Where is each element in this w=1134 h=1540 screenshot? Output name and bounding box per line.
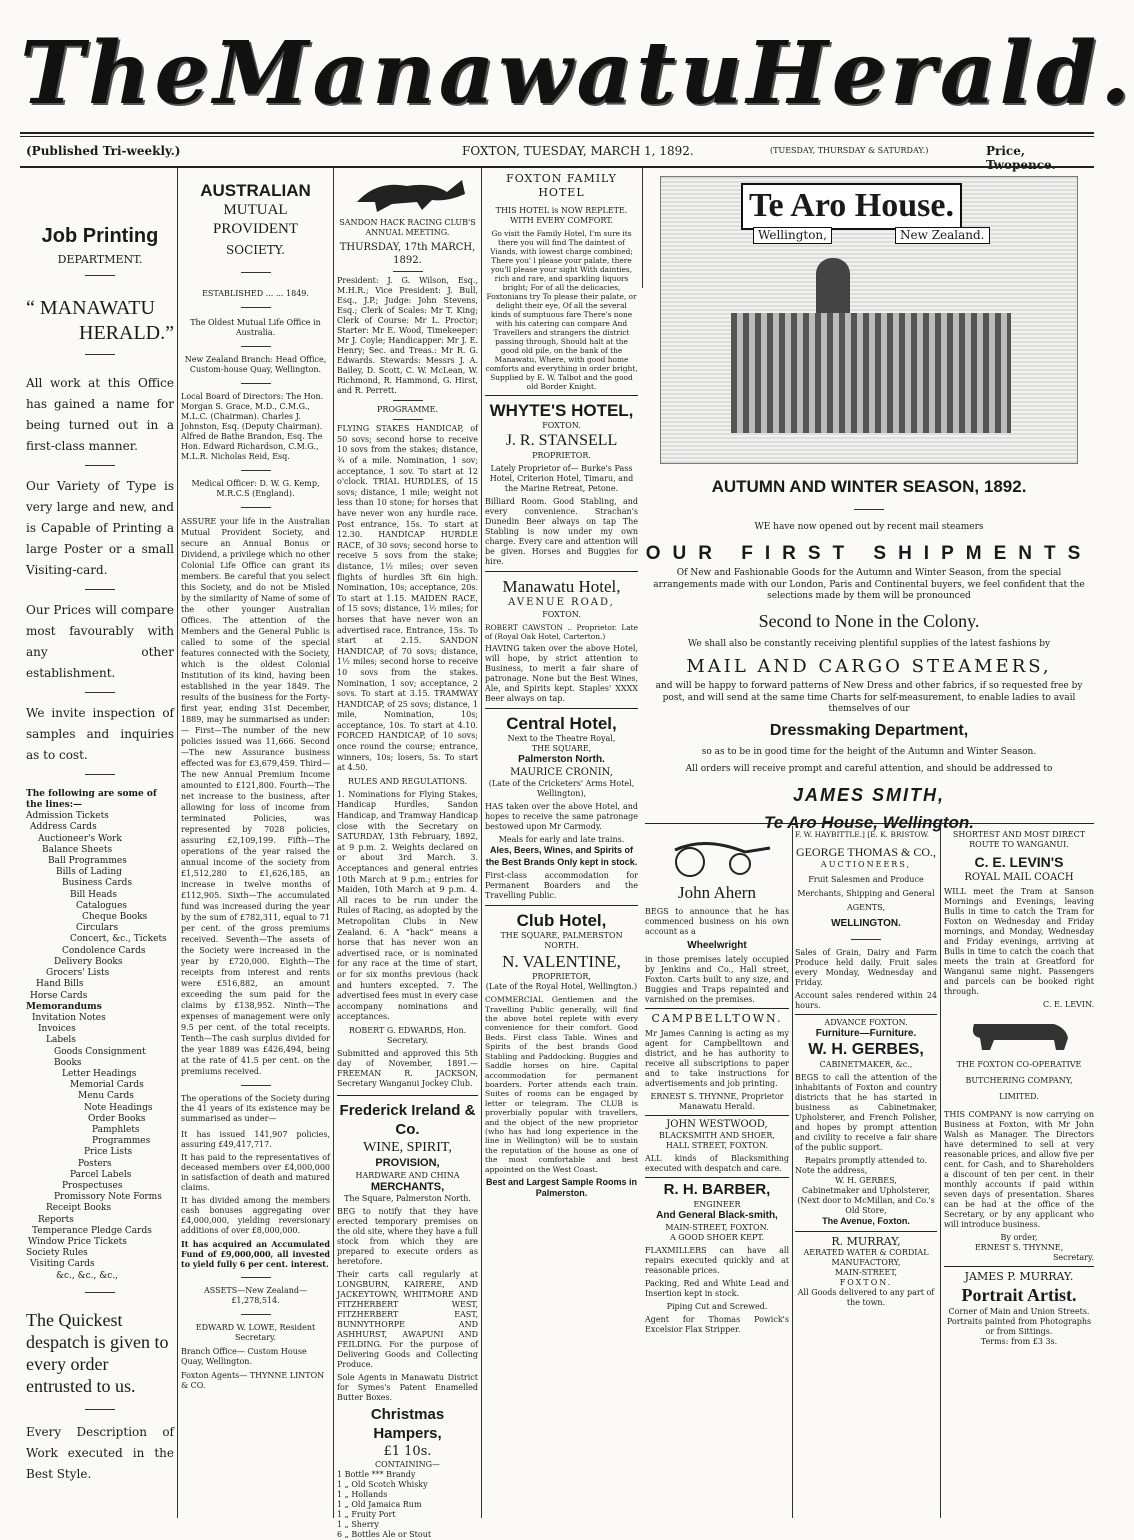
season-heading: AUTUMN AND WINTER SEASON, 1892. bbox=[711, 477, 1027, 496]
sandon-approved: Submitted and approved this 5th day of November, 1891.—FREEMAN R. JACKSON, Secretary Wanganui Jockey Club. bbox=[337, 1048, 478, 1088]
te-aro-nz: New Zealand. bbox=[895, 227, 990, 244]
murray-aerated: AERATED WATER & CORDIAL MANUFACTORY, bbox=[803, 1248, 929, 1268]
list-item: Delivery Books bbox=[54, 956, 123, 967]
manawatu-hotel-title: Manawatu Hotel, bbox=[502, 576, 621, 596]
column-divider bbox=[333, 168, 334, 1518]
thomas-auctioneers: AUCTIONEERS, bbox=[820, 860, 912, 870]
published-note: (Published Tri-weekly.) bbox=[26, 144, 181, 158]
family-hotel-title: FOXTON FAMILY HOTEL bbox=[506, 172, 617, 199]
levin-column bbox=[944, 830, 1094, 1510]
list-item: Society Rules bbox=[26, 1248, 88, 1259]
hamper-price: £1 10s. bbox=[383, 1443, 432, 1459]
list-item: Admission Tickets bbox=[26, 811, 109, 822]
club-hotel-owner: N. VALENTINE, bbox=[502, 952, 621, 971]
buggy-icon bbox=[645, 830, 785, 878]
list-item: Receipt Books bbox=[46, 1203, 112, 1214]
levin-coach: ROYAL MAIL COACH bbox=[964, 871, 1074, 883]
te-aro-address: Te Aro House, Wellington. bbox=[764, 813, 974, 832]
list-item: Window Price Tickets bbox=[28, 1236, 127, 1247]
ahern-column bbox=[645, 830, 789, 1510]
campbelltown: CAMPBELLTOWN. bbox=[651, 1012, 783, 1025]
list-item: Reports bbox=[38, 1214, 74, 1225]
list-item: Labels bbox=[46, 1035, 76, 1046]
artist-portraits: Portraits painted from Photographs or from Sittings. bbox=[946, 1316, 1092, 1336]
barber-piping: Piping Cut and Screwed. bbox=[666, 1301, 768, 1311]
list-item: 1 „ Old Jamaica Rum bbox=[337, 1500, 422, 1510]
list-item: Visiting Cards bbox=[30, 1259, 95, 1270]
club-hotel-body: COMMERCIAL Gentlemen and the Travelling Public generally, will find the above hotel replete with every convenience for their comfort. Good Beds. First class Table. Wines and Spirits of the best brands Good Stabling and Paddocking. Buggies and Saddle horses on hire. Capital accommodation for permanent boarders. Porter attends each train. Suites of rooms can be engaged by letter or telegram. The CLUB is proverbially popular with travellers, and the object of the new proprietor (who has had long experience in the line in Wellington) will be to sustain the reputation of the house as one of the most comfortable and best appointed on the West Coast. bbox=[485, 995, 638, 1174]
amp-summary-2: It has paid to the representatives of deceased members over £4,000,000 in satisfaction of death and matured claims. bbox=[181, 1152, 330, 1192]
gerbes-cab-2: Cabinetmaker and Upholsterer, bbox=[801, 1186, 931, 1196]
list-item: Invoices bbox=[38, 1024, 76, 1035]
list-item: 1 „ Old Scotch Whisky bbox=[337, 1480, 428, 1490]
ox-icon bbox=[944, 1010, 1092, 1056]
central-hotel-ales: Ales, Beers, Wines, and Spirits of the Best Brands Only kept in stock. bbox=[485, 845, 638, 867]
ahern-title: John Ahern bbox=[678, 883, 756, 903]
amp-agents: Foxton Agents— THYNNE LINTON & CO. bbox=[181, 1370, 325, 1390]
manawatu-hotel-foxton: FOXTON. bbox=[542, 609, 581, 619]
central-hotel-pn: Palmerston North. bbox=[518, 754, 605, 766]
levin-sig: C. E. LEVIN. bbox=[1043, 1000, 1094, 1009]
central-hotel-late: (Late of the Cricketers' Arms Hotel, Wellington), bbox=[488, 779, 635, 799]
list-item: 1 Bottle *** Brandy bbox=[337, 1470, 416, 1480]
para-type: Our Variety of Type is very large and new, and is Capable of Printing a large Poster or a small Visiting-card. bbox=[26, 478, 174, 577]
amp-title-2: MUTUAL PROVIDENT bbox=[213, 202, 298, 237]
masthead-herald: Herald. bbox=[746, 22, 1134, 124]
te-aro-building-illustration bbox=[660, 176, 1078, 464]
whytes-body: Billiard Room. Good Stabling, and every convenience. Strachan's Dunedin Beer always on tap The Stabling is now under my own charge. Every care and attention will be given. Horses and Buggies for hire. bbox=[485, 496, 638, 566]
list-item: Concert, &c., Tickets bbox=[70, 934, 167, 945]
masthead-manawatu: Manawatu bbox=[213, 22, 747, 124]
te-aro-body-1: Of New and Fashionable Goods for the Autumn and Winter Season, from the special arrangements made with our London, Paris and Continental buyers, we feel confident that the selections made by them will be pronounced bbox=[653, 568, 1085, 601]
thomas-partners: F. W. HAYBITTLE.] [E. K. BRISTOW. bbox=[795, 830, 930, 839]
list-item: 1 „ Hollands bbox=[337, 1490, 388, 1500]
amp-assets: ASSETS—New Zealand—£1,278,514. bbox=[203, 1285, 308, 1305]
amp-board: Local Board of Directors: The Hon. Morgan S. Grace, M.D., C.M.G., M.L.C. (Chairman). Charles J. Johnston, Esq. (Deputy Chairman). Alfred de Bathe Brandon, Esq. The Hon. Edward Richardson, C.M.G., M.L.R. Nicholas Reid, Esq. bbox=[181, 391, 324, 461]
thomas-column bbox=[795, 830, 937, 1510]
ireland-wine: WINE, SPIRIT, bbox=[363, 1140, 452, 1156]
list-item: Circulars bbox=[76, 923, 119, 934]
amp-summary-4: It has acquired an Accumulated Fund of £9,000,000, all invested to yield fully 6 per cent. interest. bbox=[181, 1238, 330, 1269]
amp-established: ESTABLISHED ... ... 1849. bbox=[202, 288, 309, 298]
ireland-sole: Sole Agents in Manawatu District for Symes's Patent Enamelled Butter Boxes. bbox=[337, 1373, 478, 1403]
ireland-hardware: HARDWARE AND CHINA bbox=[355, 1170, 460, 1180]
murray-main: MAIN-STREET, bbox=[834, 1268, 898, 1278]
quickest-despatch: The Quickest despatch is given to every order entrusted to us. bbox=[26, 1309, 169, 1396]
list-item: Grocers' Lists bbox=[46, 968, 110, 979]
barber-shoer: A GOOD SHOER KEPT. bbox=[669, 1232, 765, 1242]
gerbes-name-2: W. H. GERBES, bbox=[835, 1176, 897, 1186]
campbelltown-sig: ERNEST S. THYNNE, Proprietor Manawatu Herald. bbox=[650, 1091, 784, 1111]
central-hotel-square: THE SQUARE, bbox=[531, 744, 592, 754]
hamper-contains: CONTAINING— bbox=[374, 1460, 441, 1470]
central-hotel-owner: MAURICE CRONIN, bbox=[510, 766, 613, 778]
ahern-body: BEGS to announce that he has commenced business on his own account as a bbox=[645, 906, 789, 936]
barber-flax: FLAXMILLERS can have all repairs executed quickly and at reasonable prices. bbox=[645, 1245, 789, 1275]
artist-corner: Corner of Main and Union Streets. bbox=[948, 1306, 1090, 1316]
opened-line: WE have now opened out by recent mail steamers bbox=[754, 522, 984, 533]
department-label: DEPARTMENT. bbox=[57, 253, 143, 266]
whytes-title: WHYTE'S HOTEL, bbox=[489, 400, 634, 420]
gerbes-avenue: The Avenue, Foxton. bbox=[822, 1216, 910, 1227]
whytes-proprietor: PROPRIETOR. bbox=[532, 450, 591, 460]
sandon-date: THURSDAY, 17th MARCH, 1892. bbox=[339, 242, 476, 266]
te-aro-body-5: All orders will receive prompt and careful attention, and should be addressed to bbox=[685, 764, 1053, 775]
coop-limited: LIMITED. bbox=[999, 1092, 1039, 1102]
gerbes-note: Note the address, bbox=[795, 1166, 868, 1176]
barber-title: R. H. BARBER, bbox=[663, 1181, 771, 1199]
list-item: Menu Cards bbox=[78, 1091, 134, 1102]
whytes-late: Lately Proprietor of— Burke's Pass Hotel, Criterion Hotel, Timaru, and the Marine Retreat, Petone. bbox=[489, 463, 634, 493]
amp-summary-1: It has issued 141,907 policies, assuring £49,417,717. bbox=[181, 1129, 330, 1149]
james-smith: JAMES SMITH, bbox=[792, 784, 945, 805]
column-divider bbox=[642, 168, 643, 288]
amp-summary-3: It has divided among the members cash bonuses aggregating over £4,000,000, yielding reversionary additions of over £8,000,000. bbox=[181, 1195, 330, 1235]
sandon-signature: ROBERT G. EDWARDS, Hon. Secretary. bbox=[348, 1025, 467, 1045]
ireland-merchants: MERCHANTS, bbox=[370, 1180, 445, 1193]
list-item: Posters bbox=[78, 1158, 112, 1169]
club-hotel-title: Club Hotel, bbox=[516, 910, 607, 930]
first-shipments: OUR FIRST SHIPMENTS bbox=[645, 542, 1093, 564]
list-item: Hand Bills bbox=[36, 979, 84, 990]
thomas-title: GEORGE THOMAS & CO., bbox=[795, 845, 937, 860]
sandon-officers: President: J. G. Wilson, Esq., M.H.R.; Vice President: J. Bull, Esq., J.P.; Judge: John Stevens, Esq.; Clerk of Scales: Mr T. King; Clerk of Course: Mr L. Proctor; Starter: Mr E. Wood, Timekeeper: Mr J. Coyle; Handicapper: Mr J. E. Henry; Sec. and Treas.: Mr R. G. Edwards. Stewards: Messrs J. A. Bailey, D. Scott, C. W. McLean, W. Richmond, R. Hammond, G. Hirst, and R. Perrett. bbox=[337, 276, 478, 396]
para-work: All work at this Office has gained a name for being turned out in a first-class manner. bbox=[26, 375, 174, 453]
thomas-wellington: WELLINGTON. bbox=[831, 918, 901, 930]
list-item: Order Books bbox=[88, 1113, 146, 1124]
list-item: 6 „ Bottles Ale or Stout bbox=[337, 1530, 432, 1540]
masthead bbox=[20, 18, 1134, 128]
racehorse-icon bbox=[337, 172, 477, 214]
programme-heading: PROGRAMME. bbox=[377, 405, 438, 415]
amp-body: ASSURE your life in the Australian Mutual Provident Society, and secure an Annual Bonus or Dividend, a privilege which no other Colonial Life Office can grant its members. Be careful that you select this Society, and do not be Misled by the similarity of Name of some of the other younger Australian Offices. The attention of the Members and the General Public is called to some of the special features connected with the Society, which is the oldest Colonial Institution of its kind, having been established in the year 1849. The results of the business for the Forty-first year, ending 31st December, 1889, may be summarised as under:— First—The number of the new policies issued was 11,666. Second—The new Assurance business effected was for £3,679,459. Third—The new Annual Premium Income amounted to £121,800. Fourth—The net increase to the business, after allowing for loss of income from terminated Policies, was represented by 7028 policies, assuring £2,109,199. Fifth—The operations of the year raised the annual income of the society from £1,512,280 to £1,626,185, an increase in twelve months of £112,905. Sixth—The accumulated fund was increased during the year by the sum of £782,311, equal to 71 per cent. of the gross premiums received. Seventh—The assets of the Society were increased in the year by £720,000. Eighth—The receipts from interest and rents were £516,882, an amount exceeding the sum paid for the claims by £138,952. Ninth—The expenses of management were only 9.5 per cent. of the total receipts. Tenth—The cash surplus divided for the year 1889 was £426,494, being at the rate of 41.5 per cent. on the premiums received. bbox=[181, 516, 330, 1076]
list-item: Invitation Notes bbox=[32, 1012, 106, 1023]
list-item: Memorandums bbox=[26, 1001, 102, 1012]
gerbes-cabinetmaker: CABINETMAKER, &c., bbox=[819, 1060, 913, 1070]
column-divider bbox=[940, 826, 941, 1518]
list-item: Programmes bbox=[92, 1136, 151, 1147]
column-divider bbox=[481, 168, 482, 1518]
list-item: Bill Heads bbox=[70, 889, 118, 900]
gerbes-repairs: Repairs promptly attended to. bbox=[804, 1156, 928, 1166]
westwood-trade: BLACKSMITH AND SHOER, bbox=[659, 1131, 775, 1141]
price: Price, Twopence. bbox=[986, 144, 1056, 172]
rules-body: 1. Nominations for Flying Stakes, Handicap Hurdles, Sandon Handicap, and Tramway Handicap close with the Secretary on SATURDAY, 13th February, 1892, at 9 p.m. 2. Weights declared on or about 3rd March. 3. Acceptances and general entries 10th March at 9 p.m.; entries for Maiden, 10th March at 9 p.m. 4. All races to be run under the Rules of Racing, as adopted by the Metropolitan Clubs in New Zealand. 6. A “hack” means a horse that has never won an advertised race, or is nominated for any race at the time of start, or for six months previous (hack and hunters excepted. 7. The advertised fees must in every case accompany nominations and acceptances. bbox=[337, 789, 478, 1022]
whytes-foxton: FOXTON. bbox=[542, 420, 581, 430]
barber-blacksmith: And General Black-smith, bbox=[656, 1210, 778, 1221]
herald-title-2: HERALD.” bbox=[79, 321, 174, 344]
barber-main: MAIN-STREET, FOXTON. bbox=[665, 1222, 769, 1232]
central-hotel-title: Central Hotel, bbox=[506, 714, 617, 733]
coop-order: By order, bbox=[1000, 1233, 1038, 1243]
rules-heading: RULES AND REGULATIONS. bbox=[347, 776, 468, 786]
portrait-artist: Portrait Artist. bbox=[961, 1285, 1077, 1305]
sandon-heading: SANDON HACK RACING CLUB'S ANNUAL MEETING. bbox=[339, 218, 476, 238]
amp-title-1: AUSTRALIAN bbox=[200, 181, 311, 200]
list-item: Condolence Cards bbox=[62, 945, 146, 956]
coop-butchering: BUTCHERING COMPANY, bbox=[965, 1076, 1073, 1086]
barber-agent: Agent for Thomas Powick's Excelsior Flax Stripper. bbox=[645, 1314, 789, 1334]
central-hotel-first: First-class accommodation for Permanent Boarders and the Travelling Public. bbox=[485, 870, 638, 900]
gerbes-title: W. H. GERBES, bbox=[808, 1041, 924, 1059]
list-item: 1 „ Fruity Port bbox=[337, 1510, 396, 1520]
amp-medical: Medical Officer: D. W. G. Kemp, M.R.C.S (England). bbox=[191, 478, 320, 498]
list-item: 1 „ Sherry bbox=[337, 1520, 379, 1530]
manawatu-hotel-body: HAVING taken over the above Hotel, will hope, by strict attention to Business, to merit a fair share of patronage. None but the Best Wines, Ale, and Spirits kept. Staples' XXXX Beer always on tap. bbox=[485, 644, 638, 703]
para-inspection: We invite inspection of samples and inquiries as to cost. bbox=[26, 705, 174, 762]
amp-secretary: EDWARD W. LOWE, Resident Secretary. bbox=[195, 1322, 316, 1342]
list-item: Ball Programmes bbox=[48, 856, 127, 867]
thomas-account: Account sales rendered within 24 hours. bbox=[795, 990, 937, 1010]
te-aro-title: Te Aro House. bbox=[741, 183, 962, 230]
ireland-title: Frederick Ireland & Co. bbox=[339, 1101, 476, 1138]
furniture-heading: Furniture—Furniture. bbox=[815, 1027, 917, 1039]
column-divider bbox=[177, 168, 178, 1518]
murray-title: R. MURRAY, bbox=[831, 1234, 901, 1248]
xmas-hampers: Christmas Hampers, bbox=[370, 1406, 445, 1443]
herald-title-1: “ MANAWATU bbox=[26, 296, 155, 319]
ireland-square: The Square, Palmerston North. bbox=[344, 1194, 471, 1204]
murray-foxton: FOXTON. bbox=[839, 1278, 893, 1288]
list-item: Goods Consignment Books bbox=[54, 1046, 146, 1068]
amp-nz-branch: New Zealand Branch: Head Office, Custom-house Quay, Wellington. bbox=[184, 354, 327, 374]
coop-secretary: Secretary. bbox=[1052, 1253, 1094, 1263]
westwood-street: HALL STREET, FOXTON. bbox=[665, 1141, 769, 1151]
list-item: Balance Sheets bbox=[42, 844, 113, 855]
murray-goods: All Goods delivered to any part of the town. bbox=[797, 1288, 935, 1308]
issue-date: FOXTON, TUESDAY, MARCH 1, 1892. bbox=[462, 144, 694, 158]
dressmaking: Dressmaking Department, bbox=[769, 722, 969, 739]
list-item: Business Cards bbox=[62, 878, 133, 889]
list-item: Bills of Lading bbox=[56, 867, 122, 878]
advance-foxton: ADVANCE FOXTON. bbox=[824, 1017, 908, 1027]
ahern-body-2: in those premises lately occupied by Jenkins and Co., Hall street, Foxton. Carts built to any size, and Buggies and Traps repainted and varnished on the premises. bbox=[645, 955, 789, 1004]
barber-packing: Packing, Red and White Lead and Insertion kept in stock. bbox=[645, 1278, 789, 1298]
job-lines-list bbox=[26, 811, 174, 1282]
amp-title-3: SOCIETY. bbox=[226, 242, 285, 257]
list-item: Horse Cards bbox=[30, 990, 88, 1001]
murray-artist-name: JAMES P. MURRAY. bbox=[964, 1270, 1074, 1284]
sandon-racing-column bbox=[337, 172, 478, 1540]
ireland-body: BEG to notify that they have erected temporary premises on the old site, where they have a full stock from which they are prepared to execute orders as heretofore. bbox=[337, 1207, 478, 1267]
family-hotel-poem: Go visit the Family Hotel, I'm sure its there you will find The daintest of Viands, with lowest charge combined; There you' l please your palate, there you'll please your sight With dainties, rich and rare, and sparkling liquors bright; For of all the delicacies, Foxtonians try To please their palate, or delight their eye, Of all the several kinds of sumptuous fare There's none with his catering can compare And Travellers and strangers the district passing through, Should halt at the good old pile, on the bank of the Manawatu, Where, with good home comforts and everything in order bright, Supplied by E. W. Talbot and the good old Border Knight. bbox=[485, 228, 638, 391]
coop-thynne: ERNEST S. THYNNE, bbox=[974, 1243, 1064, 1253]
levin-title: C. E. LEVIN'S bbox=[974, 854, 1064, 870]
para-prices: Our Prices will compare most favourably with any other establishment. bbox=[26, 602, 174, 680]
manawatu-hotel-prop: ROBERT CAWSTON .. Proprietor. Late of (Royal Oak Hotel, Carterton.) bbox=[485, 622, 638, 641]
whytes-proprietor-name: J. R. STANSELL bbox=[505, 431, 618, 449]
lines-intro: The following are some of the lines:— bbox=[26, 788, 157, 810]
list-item: &c., &c., &c., bbox=[56, 1270, 119, 1281]
te-aro-wellington: Wellington, bbox=[753, 227, 832, 244]
race-programme: FLYING STAKES HANDICAP, of 50 sovs; second horse to receive 10 sovs from the stakes; distance, ¾ of a mile. Nomination, 1 sov; acceptance, 1 sov. To start at 12 o'clock. TRIAL HURDLES, of 15 sovs; distance, 1 mile; weight not less than 10 stone; for horses that have never won any hurdle race. Post entrance, 15s. To start at 12.30. HANDICAP HURDLE RACE, of 30 sovs; second horse to receive 5 sovs from the stake; distance, 1½ miles; over seven flights of hurdles 3ft 6in high. Nomination, 10s; acceptance, 20s. To start at 1.15. MAIDEN RACE, of 15 sovs; distance, 1½ miles; for horses that have never won an advertised race. Entrance, 15s. To start at 2.15. SANDON HANDICAP, of 70 sovs; distance, 1½ miles; second horse to receive 10 sovs from the stakes. Nomination, 1 sov; acceptance, 2 sovs. To start at 3.15. TRAMWAY HANDICAP, of 25 sovs; distance, 1 mile, Nomination, 10s; acceptance, 10s. To start at 4.10. FORCED HANDICAP, of 10 sovs; once round the course; entrance, winners, 10s; losers, 5s. To start at 4.50. bbox=[337, 424, 478, 773]
gerbes-body: BEGS to call the attention of the inhabitants of Foxton and country districts that he has started in business as Cabinetmaker, Upholsterer, and French Polisher, and hopes by prompt attention and civility to receive a fair share of the public support. bbox=[795, 1073, 937, 1153]
every-description: Every Description of Work executed in the Best Style. bbox=[26, 1424, 174, 1481]
campbelltown-body: Mr James Canning is acting as my agent for Campbelltown and district, and he has authority to receive all subscriptions to paper and to take instructions for advertisements and job printing. bbox=[645, 1028, 789, 1088]
list-item: Address Cards bbox=[30, 822, 97, 833]
thomas-fruit: Fruit Salesmen and Produce Merchants, Shipping and General AGENTS, bbox=[797, 875, 935, 913]
te-aro-body-2: We shall also be constantly receiving plentiful supplies of the latest fashions by bbox=[687, 638, 1051, 649]
dateline bbox=[26, 142, 1096, 172]
barber-engineer: ENGINEER bbox=[693, 1200, 741, 1209]
club-hotel-best: Best and Largest Sample Rooms in Palmerston. bbox=[485, 1176, 638, 1199]
westwood-body: ALL kinds of Blacksmithing executed with despatch and care. bbox=[645, 1154, 789, 1174]
ireland-carts: Their carts call regularly at LONGBURN, KAIRERE, AND JACKEYTOWN, WHITMORE AND FITZHERBERT WEST, FITZHERBERT EAST, BUNNYTHORPE AND ASHHURST, AWAPUNI AND FEILDING. For the purpose of Delivering Goods and Collecting Produce. bbox=[337, 1270, 478, 1370]
te-aro-body-4: so as to be in good time for the height of the Autumn and Winter Season. bbox=[701, 747, 1037, 757]
list-item: Price Lists bbox=[84, 1147, 133, 1158]
top-rule bbox=[20, 132, 1094, 134]
artist-terms: Terms: from £3 3s. bbox=[980, 1336, 1058, 1346]
club-hotel-late: (Late of the Royal Hotel, Wellington.) bbox=[485, 982, 638, 992]
club-hotel-square: THE SQUARE, PALMERSTON NORTH. bbox=[500, 931, 623, 950]
te-aro-rule bbox=[645, 823, 1094, 824]
column-divider bbox=[792, 826, 793, 1518]
central-hotel-next: Next to the Theatre Royal, bbox=[507, 734, 616, 744]
top-rule-thin bbox=[20, 136, 1094, 137]
family-hotel-replete: THIS HOTEL is NOW REPLETE. WITH EVERY COMFORT. bbox=[495, 205, 628, 225]
amp-society-column bbox=[181, 172, 330, 1512]
list-item: Memorial Cards bbox=[70, 1080, 144, 1091]
manawatu-hotel-road: AVENUE ROAD, bbox=[508, 597, 615, 608]
list-item: Cheque Books bbox=[82, 912, 148, 923]
levin-route: SHORTEST AND MOST DIRECT ROUTE TO WANGANUI. bbox=[952, 830, 1086, 849]
list-item: Parcel Labels bbox=[70, 1169, 132, 1180]
te-aro-house-ad bbox=[645, 172, 1093, 832]
list-item: Promissory Note Forms bbox=[54, 1192, 162, 1203]
westwood-title: JOHN WESTWOOD, bbox=[666, 1118, 768, 1130]
dateline-rule bbox=[20, 166, 1094, 168]
list-item: Prospectuses bbox=[62, 1180, 123, 1191]
club-hotel-proprietor: PROPRIETOR, bbox=[532, 972, 591, 982]
hamper-list bbox=[337, 1470, 478, 1540]
second-to-none: Second to None in the Colony. bbox=[758, 611, 980, 631]
te-aro-body-3: and will be happy to forward patterns of New Dress and other fabrics, if so requested free by post, and will send at the same time Charts for self-measurement, to enable ladies to avail themselves of our bbox=[655, 681, 1083, 714]
list-item: Catalogues bbox=[76, 900, 128, 911]
gerbes-next: (Next door to McMillan, and Co.'s Old Store, bbox=[797, 1196, 935, 1216]
masthead-the: The bbox=[20, 22, 214, 124]
coop-title: THE FOXTON CO-OPERATIVE bbox=[956, 1060, 1082, 1070]
list-item: Letter Headings bbox=[62, 1068, 137, 1079]
thomas-body: Sales of Grain, Dairy and Farm Produce held daily. Fruit sales every Monday, Wednesday and Friday. bbox=[795, 947, 937, 987]
list-item: Temperance Pledge Cards bbox=[32, 1225, 152, 1236]
job-printing-column bbox=[26, 172, 174, 1512]
mail-cargo: MAIL AND CARGO STEAMERS, bbox=[686, 655, 1052, 677]
amp-branch: Branch Office— Custom House Quay, Wellington. bbox=[181, 1346, 307, 1366]
list-item: Note Headings bbox=[84, 1102, 153, 1113]
job-printing-title: Job Printing bbox=[41, 225, 159, 247]
central-hotel-meals: Meals for early and late trains. bbox=[498, 835, 625, 845]
hotels-column bbox=[485, 172, 638, 1512]
central-hotel-body: HAS taken over the above Hotel, and hopes to receive the same patronage bestowed upon Mr Carmody. bbox=[485, 802, 638, 832]
list-item: Auctioneer's Work bbox=[38, 833, 122, 844]
coop-body: THIS COMPANY is now carrying on Business at Foxton, with Mr John Walsh as Manager. The Directors have determined to sell at very reasonable prices, and allow five per cent. for Cash, and to Shareholders a discount of ten per cent. in their monthly accounts if paid within seven days of presentation. Shares can be had at the office of the Secretary, or by any applicant who will introduce business. bbox=[944, 1110, 1094, 1230]
amp-oldest: The Oldest Mutual Life Office in Australia. bbox=[190, 317, 321, 337]
levin-body: WILL meet the Tram at Sanson Mornings and Evenings, leaving Bulls in time to catch the Tram for Foxton on Wednesday and Friday mornings, and Monday, Wednesday and Friday evenings, arriving at Bulls in time to catch the coach that meets the train at Greatford for Wanganui same night. Passengers and parcels can be booked right through. bbox=[944, 887, 1094, 996]
ireland-provision: PROVISION, bbox=[375, 1156, 440, 1169]
issue-days: (TUESDAY, THURSDAY & SATURDAY.) bbox=[770, 146, 929, 155]
list-item: Pamphlets bbox=[92, 1124, 140, 1135]
wheelwright: Wheelwright bbox=[687, 939, 747, 951]
amp-operations: The operations of the Society during the 41 years of its existence may be summarised as under— bbox=[181, 1093, 330, 1123]
